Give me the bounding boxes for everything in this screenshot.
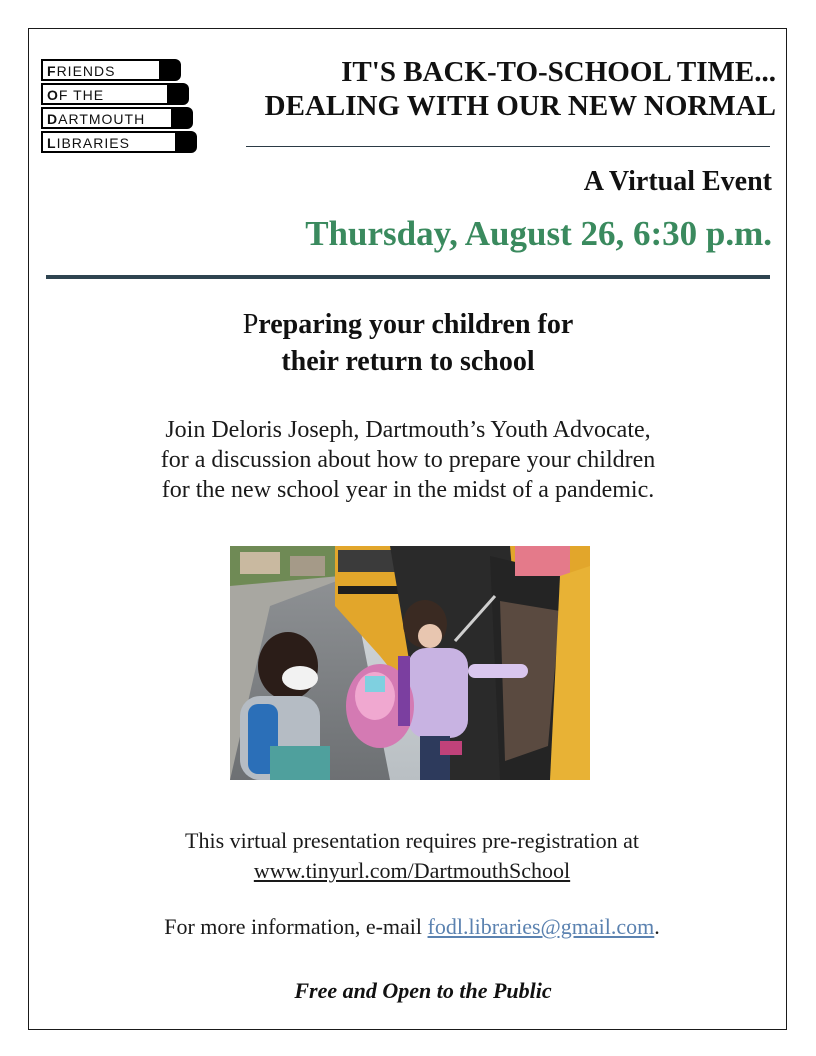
registration-info	[0, 826, 816, 886]
contact-suffix: .	[654, 914, 660, 939]
subtitle-first-letter: P	[242, 309, 259, 340]
description-line-3: for the new school year in the midst of a pandemic.	[161, 477, 655, 503]
title-line-2: DEALING WITH OUR NEW NORMAL	[264, 90, 776, 122]
title-line-1: IT'S BACK-TO-SCHOOL TIME...	[341, 56, 776, 88]
contact-prefix: For more information, e-mail	[164, 914, 428, 939]
logo-line-4: LIBRARIES	[47, 135, 130, 151]
email-link[interactable]: fodl.libraries@gmail.com	[427, 914, 655, 939]
event-description	[0, 415, 816, 505]
logo-line-1: FRIENDS	[47, 63, 116, 79]
logo-line-2: OF THE	[47, 87, 105, 103]
free-open-note: Free and Open to the Public	[294, 978, 552, 1003]
registration-text: This virtual presentation requires pre-registration at	[185, 828, 639, 853]
section-divider	[46, 275, 770, 279]
event-subtitle	[0, 306, 816, 380]
event-type: A Virtual Event	[583, 166, 772, 197]
logo-line-3: DARTMOUTH	[47, 111, 146, 127]
header-divider	[246, 146, 770, 147]
description-line-1: Join Deloris Joseph, Dartmouth’s Youth Advocate,	[165, 417, 651, 443]
registration-link[interactable]: www.tinyurl.com/DartmouthSchool	[253, 858, 571, 883]
event-date: Thursday, August 26, 6:30 p.m.	[305, 214, 772, 253]
subtitle-line-1: reparing your children for	[258, 309, 574, 340]
subtitle-line-2: their return to school	[281, 346, 535, 377]
logo-book-4	[41, 131, 175, 153]
friends-of-dartmouth-libraries-logo	[41, 59, 201, 165]
children-boarding-school-bus-photo	[230, 546, 590, 780]
logo-book-1	[41, 59, 159, 81]
logo-book-3	[41, 107, 171, 129]
contact-info	[0, 912, 816, 942]
page-title	[265, 55, 776, 123]
description-line-2: for a discussion about how to prepare your children	[160, 447, 656, 473]
logo-book-2	[41, 83, 167, 105]
